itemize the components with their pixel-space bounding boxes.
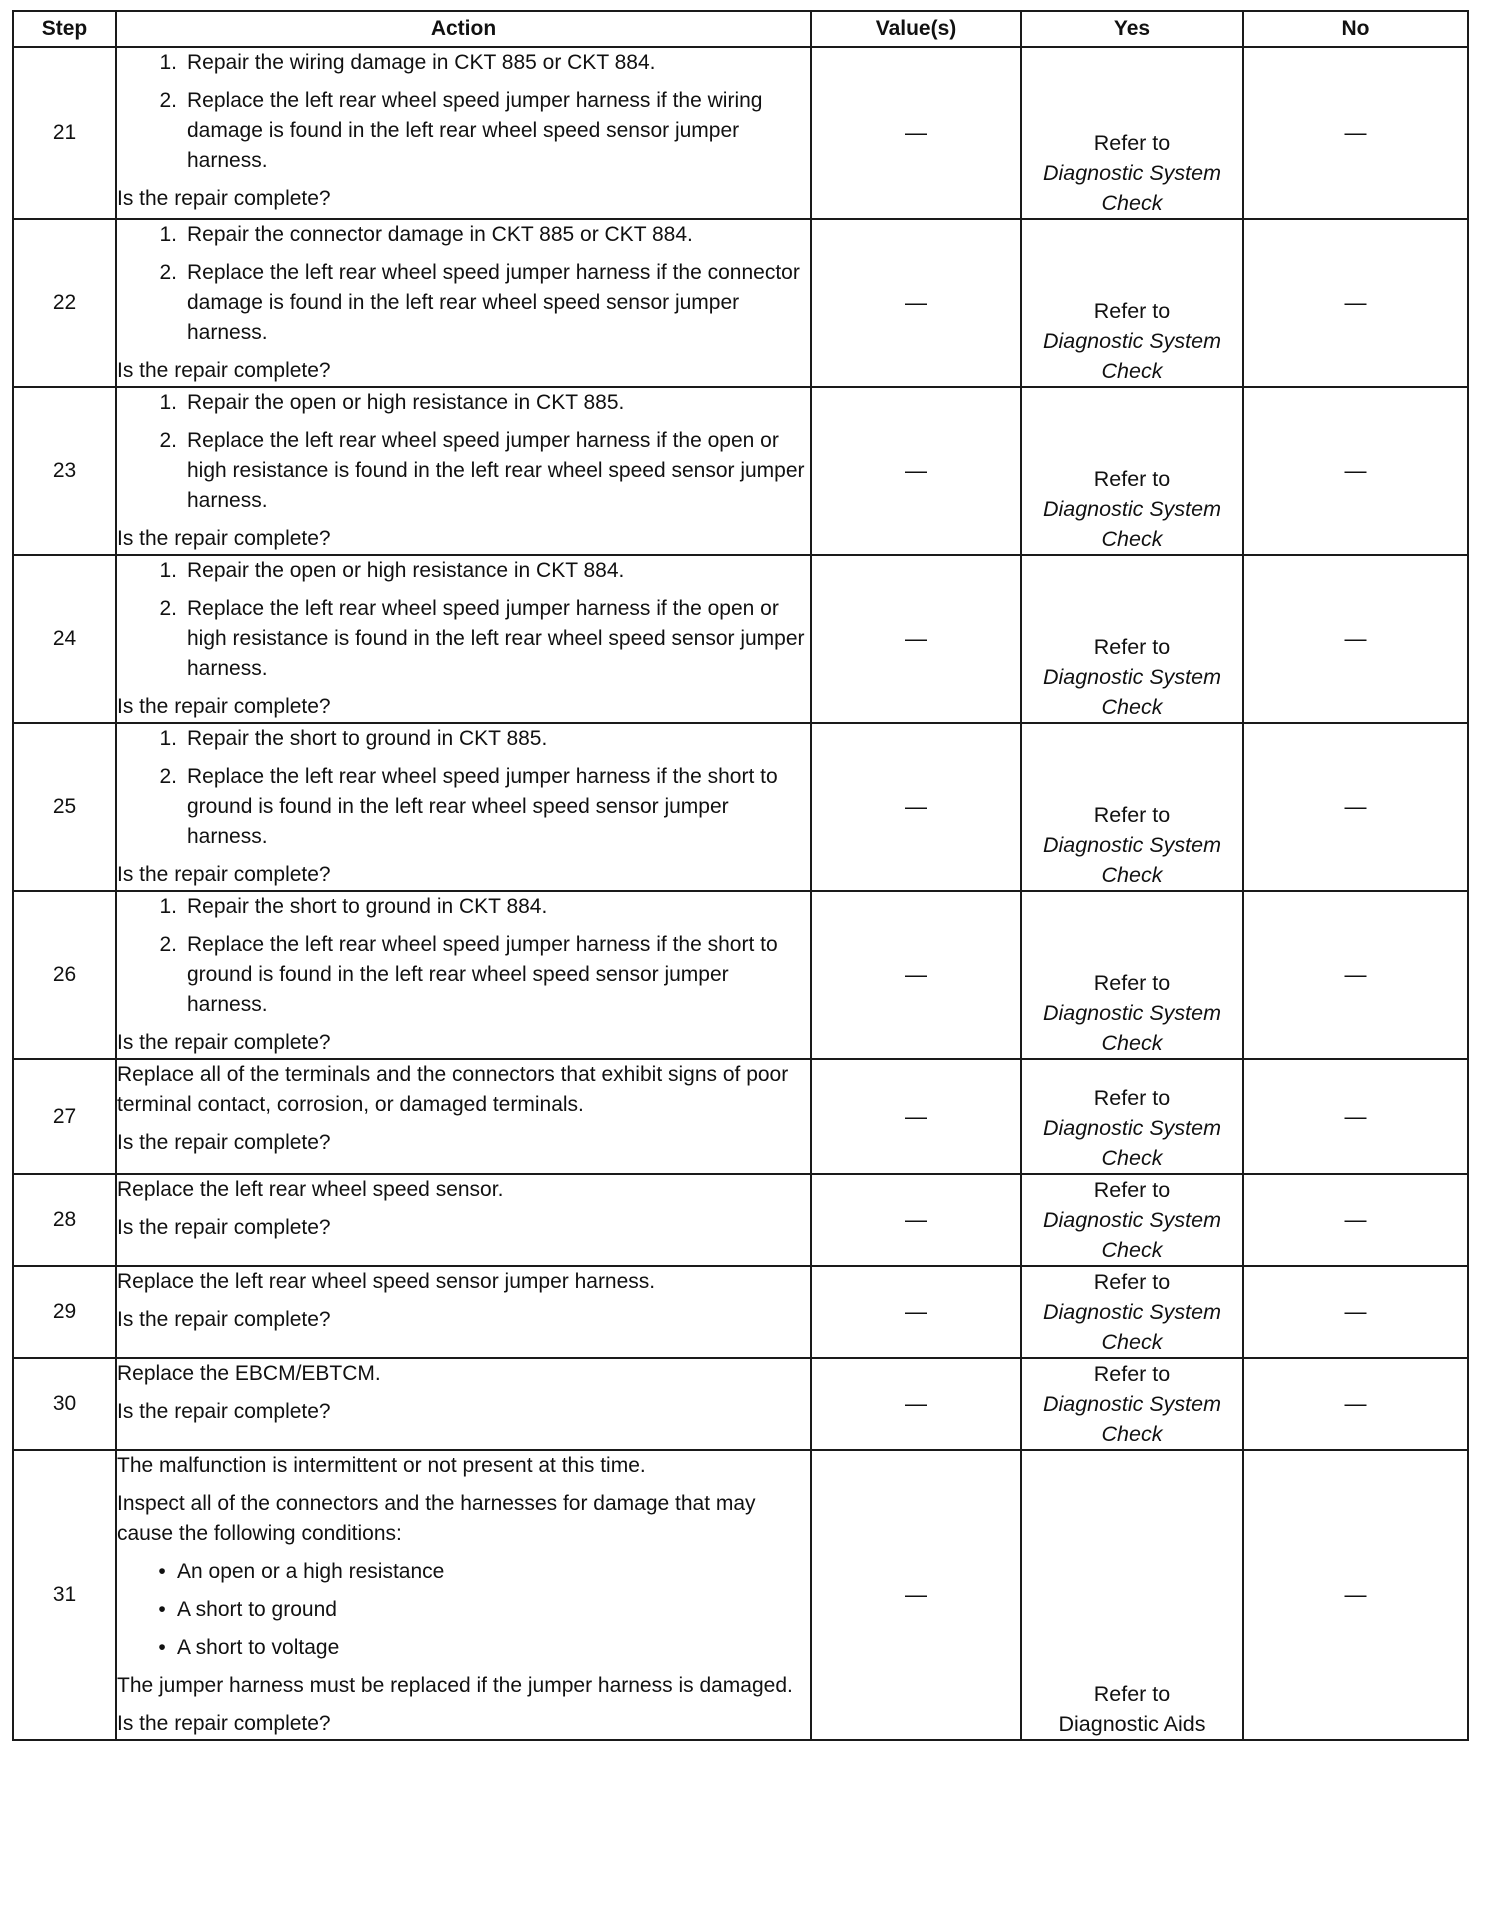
- action-question: Is the repair complete?: [117, 863, 331, 886]
- action-step-number: 2.: [159, 429, 177, 452]
- table-row: [13, 555, 1468, 723]
- yes-refer-label: Refer to: [1093, 1362, 1171, 1386]
- table-row: [13, 1174, 1468, 1266]
- step-number: 27: [13, 1059, 116, 1174]
- no-cell: —: [1243, 1266, 1468, 1358]
- yes-refer-label: Refer to: [1093, 467, 1171, 491]
- no-cell: —: [1243, 219, 1468, 387]
- value-cell: —: [811, 1266, 1021, 1358]
- action-question: Is the repair complete?: [117, 359, 331, 382]
- action-cell: [116, 219, 811, 387]
- table-row: [13, 1059, 1468, 1174]
- action-question: Is the repair complete?: [117, 1308, 331, 1331]
- diagnostic-table: [12, 10, 1469, 1741]
- action-step: [117, 892, 810, 922]
- action-step-text: Repair the short to ground in CKT 884.: [187, 895, 548, 918]
- value-cell: —: [811, 387, 1021, 555]
- yes-cell: [1021, 1059, 1243, 1174]
- value-cell: —: [811, 1358, 1021, 1450]
- yes-refer-label: Refer to: [1093, 1270, 1171, 1294]
- action-step-number: 1.: [159, 559, 177, 582]
- action-cell: [116, 1358, 811, 1450]
- step-number: 31: [13, 1450, 116, 1740]
- action-cell: [116, 1266, 811, 1358]
- no-cell: —: [1243, 1174, 1468, 1266]
- yes-refer-label: Refer to: [1093, 971, 1171, 995]
- action-step-number: 2.: [159, 89, 177, 112]
- no-cell: —: [1243, 1059, 1468, 1174]
- table-row: [13, 1450, 1468, 1740]
- no-cell: —: [1243, 47, 1468, 219]
- table-row: [13, 891, 1468, 1059]
- action-text: Inspect all of the connectors and the harnesses for damage that may cause the following conditions:: [117, 1492, 756, 1545]
- action-step: [117, 556, 810, 586]
- value-cell: —: [811, 555, 1021, 723]
- action-step-text: Replace the left rear wheel speed jumper harness if the connector damage is found in the left rear wheel speed sensor jumper harness.: [187, 261, 800, 344]
- action-step: [117, 426, 810, 516]
- action-cell: [116, 47, 811, 219]
- yes-cell: [1021, 1266, 1243, 1358]
- yes-cell: [1021, 891, 1243, 1059]
- action-step-number: 2.: [159, 261, 177, 284]
- yes-cell: [1021, 723, 1243, 891]
- action-cell: [116, 891, 811, 1059]
- yes-cell: [1021, 1450, 1243, 1740]
- value-cell: —: [811, 1059, 1021, 1174]
- no-cell: —: [1243, 723, 1468, 891]
- action-step-text: Replace the left rear wheel speed jumper harness if the open or high resistance is found in the left rear wheel speed sensor jumper harness.: [187, 597, 805, 680]
- action-bullet-text: An open or a high resistance: [177, 1560, 445, 1583]
- action-bullet: [117, 1633, 810, 1663]
- yes-refer-label: Refer to: [1093, 803, 1171, 827]
- yes-refer-link[interactable]: Diagnostic System Check: [1042, 665, 1222, 719]
- action-bullet-text: A short to voltage: [177, 1636, 340, 1659]
- value-cell: —: [811, 219, 1021, 387]
- action-text: Replace the left rear wheel speed sensor.: [117, 1178, 504, 1201]
- action-step-text: Replace the left rear wheel speed jumper harness if the wiring damage is found in the left rear wheel speed sensor jumper harness.: [187, 89, 763, 172]
- action-step: [117, 220, 810, 250]
- action-question: Is the repair complete?: [117, 695, 331, 718]
- yes-refer-link[interactable]: Diagnostic System Check: [1042, 1001, 1222, 1055]
- action-step: [117, 86, 810, 176]
- action-step-number: 2.: [159, 933, 177, 956]
- value-cell: —: [811, 1174, 1021, 1266]
- action-step: [117, 388, 810, 418]
- action-question: Is the repair complete?: [117, 187, 331, 210]
- value-cell: —: [811, 1450, 1021, 1740]
- step-number: 22: [13, 219, 116, 387]
- action-cell: [116, 1450, 811, 1740]
- action-question: Is the repair complete?: [117, 527, 331, 550]
- table-body: [13, 47, 1468, 1740]
- yes-refer-link[interactable]: Diagnostic System Check: [1042, 1392, 1222, 1446]
- no-cell: —: [1243, 555, 1468, 723]
- yes-refer-label: Refer to: [1093, 131, 1171, 155]
- value-cell: —: [811, 47, 1021, 219]
- yes-refer-link[interactable]: Diagnostic System Check: [1042, 833, 1222, 887]
- yes-refer-link[interactable]: Diagnostic Aids: [1058, 1712, 1206, 1736]
- yes-refer-link[interactable]: Diagnostic System Check: [1042, 497, 1222, 551]
- yes-refer-label: Refer to: [1093, 1682, 1171, 1706]
- action-text: Replace the left rear wheel speed sensor jumper harness.: [117, 1270, 656, 1293]
- header-action: Action: [116, 11, 811, 47]
- action-step: [117, 930, 810, 1020]
- yes-refer-label: Refer to: [1093, 299, 1171, 323]
- step-number: 26: [13, 891, 116, 1059]
- yes-cell: [1021, 1174, 1243, 1266]
- yes-refer-link[interactable]: Diagnostic System Check: [1042, 329, 1222, 383]
- yes-refer-label: Refer to: [1093, 1086, 1171, 1110]
- table-row: [13, 723, 1468, 891]
- yes-refer-label: Refer to: [1093, 1178, 1171, 1202]
- action-text: Replace all of the terminals and the connectors that exhibit signs of poor terminal contact, corrosion, or damaged terminals.: [117, 1063, 789, 1116]
- action-question: Is the repair complete?: [117, 1131, 331, 1154]
- action-text: The malfunction is intermittent or not present at this time.: [117, 1454, 646, 1477]
- value-cell: —: [811, 723, 1021, 891]
- table-row: [13, 387, 1468, 555]
- table-row: [13, 219, 1468, 387]
- action-cell: [116, 555, 811, 723]
- action-question: Is the repair complete?: [117, 1216, 331, 1239]
- no-cell: —: [1243, 891, 1468, 1059]
- action-step-number: 1.: [159, 391, 177, 414]
- value-cell: —: [811, 891, 1021, 1059]
- header-step: Step: [13, 11, 116, 47]
- table-row: [13, 47, 1468, 219]
- step-number: 21: [13, 47, 116, 219]
- action-step-number: 1.: [159, 727, 177, 750]
- action-question: Is the repair complete?: [117, 1712, 331, 1735]
- action-step-text: Repair the connector damage in CKT 885 or CKT 884.: [187, 223, 693, 246]
- yes-refer-label: Refer to: [1093, 635, 1171, 659]
- yes-refer-link[interactable]: Diagnostic System Check: [1042, 161, 1222, 215]
- step-number: 25: [13, 723, 116, 891]
- no-cell: —: [1243, 1358, 1468, 1450]
- action-question: Is the repair complete?: [117, 1400, 331, 1423]
- bullet-icon: •: [158, 1636, 166, 1659]
- header-row: [13, 11, 1468, 47]
- action-text: The jumper harness must be replaced if the jumper harness is damaged.: [117, 1674, 793, 1697]
- action-bullet: [117, 1595, 810, 1625]
- step-number: 28: [13, 1174, 116, 1266]
- action-text: Replace the EBCM/EBTCM.: [117, 1362, 381, 1385]
- action-step: [117, 258, 810, 348]
- action-step-number: 1.: [159, 223, 177, 246]
- action-cell: [116, 387, 811, 555]
- yes-cell: [1021, 47, 1243, 219]
- table-row: [13, 1266, 1468, 1358]
- action-step-text: Replace the left rear wheel speed jumper harness if the open or high resistance is found in the left rear wheel speed sensor jumper harness.: [187, 429, 805, 512]
- bullet-icon: •: [158, 1560, 166, 1583]
- action-question: Is the repair complete?: [117, 1031, 331, 1054]
- action-step: [117, 724, 810, 754]
- step-number: 30: [13, 1358, 116, 1450]
- action-step: [117, 48, 810, 78]
- yes-refer-link[interactable]: Diagnostic System Check: [1042, 1116, 1222, 1170]
- yes-cell: [1021, 1358, 1243, 1450]
- yes-cell: [1021, 219, 1243, 387]
- table-row: [13, 1358, 1468, 1450]
- action-step-number: 1.: [159, 895, 177, 918]
- action-step-text: Repair the open or high resistance in CKT 884.: [187, 559, 625, 582]
- step-number: 29: [13, 1266, 116, 1358]
- bullet-icon: •: [158, 1598, 166, 1621]
- yes-cell: [1021, 555, 1243, 723]
- action-cell: [116, 723, 811, 891]
- action-step-text: Repair the wiring damage in CKT 885 or CKT 884.: [187, 51, 656, 74]
- yes-refer-link[interactable]: Diagnostic System Check: [1042, 1300, 1222, 1354]
- no-cell: —: [1243, 1450, 1468, 1740]
- step-number: 24: [13, 555, 116, 723]
- action-step: [117, 594, 810, 684]
- action-bullet: [117, 1557, 810, 1587]
- action-step-number: 1.: [159, 51, 177, 74]
- yes-cell: [1021, 387, 1243, 555]
- action-cell: [116, 1174, 811, 1266]
- action-step: [117, 762, 810, 852]
- no-cell: —: [1243, 387, 1468, 555]
- action-step-text: Repair the open or high resistance in CKT 885.: [187, 391, 625, 414]
- action-bullet-text: A short to ground: [177, 1598, 337, 1621]
- header-yes: Yes: [1021, 11, 1243, 47]
- action-step-text: Replace the left rear wheel speed jumper harness if the short to ground is found in the left rear wheel speed sensor jumper harness.: [187, 765, 778, 848]
- action-step-text: Replace the left rear wheel speed jumper harness if the short to ground is found in the left rear wheel speed sensor jumper harness.: [187, 933, 778, 1016]
- header-no: No: [1243, 11, 1468, 47]
- yes-refer-link[interactable]: Diagnostic System Check: [1042, 1208, 1222, 1262]
- action-step-number: 2.: [159, 597, 177, 620]
- step-number: 23: [13, 387, 116, 555]
- action-cell: [116, 1059, 811, 1174]
- action-step-number: 2.: [159, 765, 177, 788]
- diagnostic-page: [12, 10, 1467, 1741]
- action-step-text: Repair the short to ground in CKT 885.: [187, 727, 548, 750]
- header-values: Value(s): [811, 11, 1021, 47]
